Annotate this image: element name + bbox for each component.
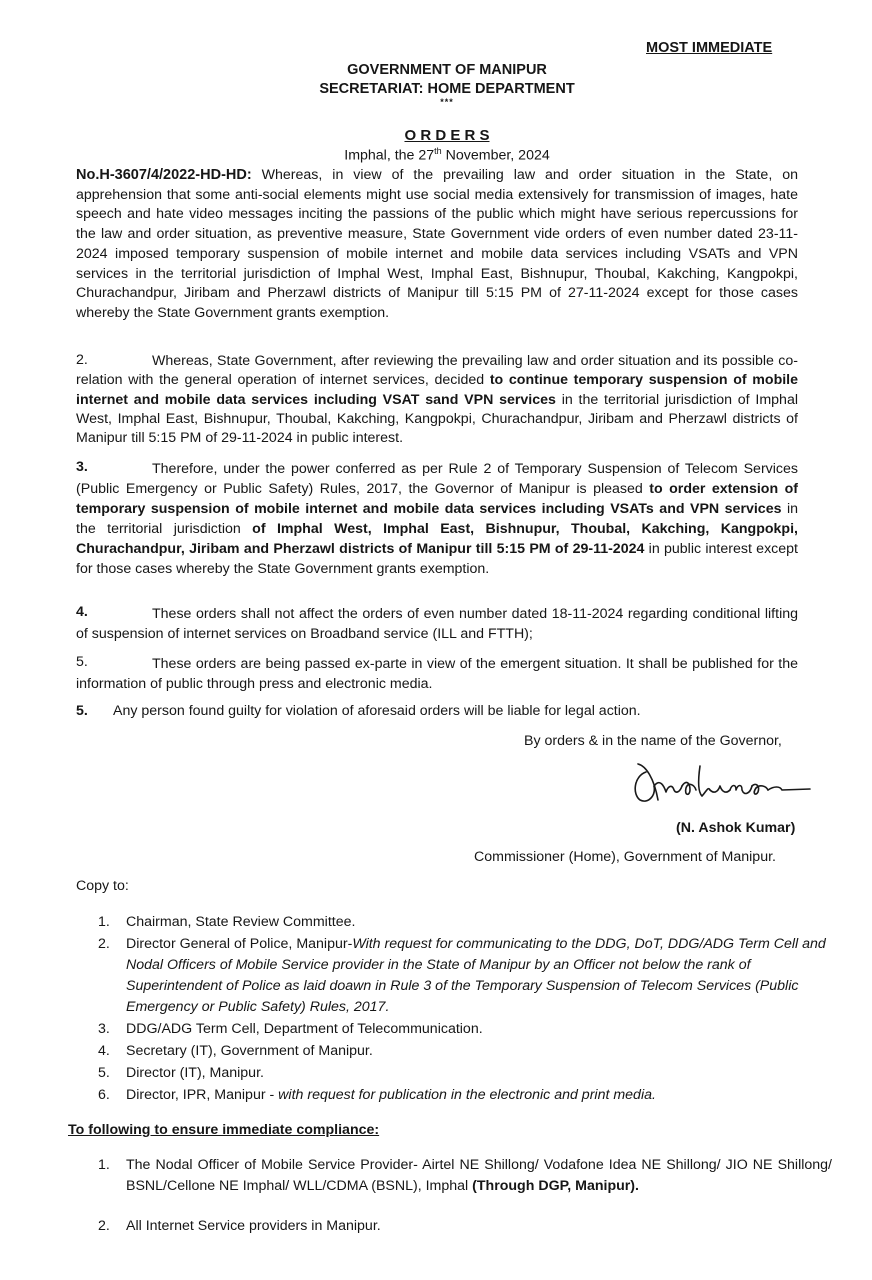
orders-title: O R D E R S (404, 127, 490, 144)
paragraph-3-bold-a: to order extension of temporary suspension of mobile internet and mobile data services including VSATs and VPN services (76, 481, 798, 517)
compliance-item-number: 2. (98, 1218, 110, 1234)
paragraph-1-text: Whereas, in view of the prevailing law and order situation in the State, on apprehension that some anti-social elements might use social media extensively for transmission of images, hate speech and hate video messages inciting the passions of the public which might have serious repercussions for the law and order situation, as preventive measure, State Government vide orders of even number dated 23-11-2024 imposed temporary suspension of mobile internet and mobile data services including VSATs and VPN services in the territorial jurisdiction of Imphal West, Imphal East, Bishnupur, Thoubal, Kakching, Kangpokpi, Churachandpur, Jiribam and Pherzawl districts of Manipur till 5:15 PM of 27-11-2024 except for those cases whereby the State Government grants exemption. (76, 167, 798, 321)
priority-marking: MOST IMMEDIATE (646, 40, 773, 56)
paragraph-6-number: 5. (76, 703, 88, 719)
copy-item-number: 4. (98, 1043, 110, 1059)
place-date-prefix: Imphal, the 27 (344, 147, 435, 164)
paragraph-4-number: 4. (76, 604, 88, 620)
paragraph-5: These orders are being passed ex-parte in view of the emergent situation. It shall be published for the information of public through press and electronic media. (76, 656, 798, 692)
paragraph-3-text-c: in public interest except for those cases whereby the State Government grants exemption. (76, 541, 798, 577)
signature-image (624, 756, 820, 808)
department-heading: SECRETARIAT: HOME DEPARTMENT (319, 81, 575, 97)
copy-item (126, 1085, 826, 1106)
copy-item: Director (IT), Manipur. (126, 1065, 264, 1081)
copy-item-text: Director General of Police, Manipur- (126, 936, 353, 952)
paragraph-2-text-a: Whereas, State Government, after reviewing the prevailing law and order situation and its possible co-relation with the general operation of internet services, decided (76, 353, 798, 389)
paragraph-2-text-b: in the territorial jurisdiction of Imphal West, Imphal East, Bishnupur, Thoubal, Kakching, Kangpokpi, Churachandpur, Jiribam and Pherzawl districts of Manipur till 5:15 PM of 29-11-2024 in public interest. (76, 391, 798, 447)
copy-item-italic: with request for publication in the electronic and print media. (278, 1087, 656, 1103)
paragraph-6: Any person found guilty for violation of aforesaid orders will be liable for legal action. (113, 703, 641, 719)
paragraph-2-bold: to continue temporary suspension of mobile internet and mobile data services including VSAT sand VPN services (76, 372, 799, 408)
compliance-label: To following to ensure immediate compliance: (68, 1122, 380, 1138)
compliance-item (126, 1155, 832, 1197)
copy-item (126, 934, 834, 1018)
paragraph-1 (76, 166, 798, 324)
copy-item: Chairman, State Review Committee. (126, 914, 356, 930)
compliance-item-bold: (Through DGP, Manipur). (472, 1178, 639, 1194)
order-reference: No.H-3607/4/2022-HD-HD: (76, 167, 252, 183)
copy-item: Secretary (IT), Government of Manipur. (126, 1043, 373, 1059)
paragraph-2 (76, 352, 798, 448)
paragraph-3-text-b: in the territorial jurisdiction (76, 501, 799, 537)
place-date-sup: th (434, 146, 442, 156)
paragraph-2-number: 2. (76, 352, 88, 368)
copy-to-label: Copy to: (76, 878, 129, 894)
copy-item-number: 1. (98, 914, 110, 930)
compliance-item-number: 1. (98, 1157, 110, 1173)
copy-item-italic: With request for communicating to the DDG, DoT, DDG/ADG Term Cell and Nodal Officers of Mobile Service provider in the State of Manipur by an Officer not below the rank of Superintendent of Police as laid doawn in Rule 3 of the Temporary Suspension of Telecom Services (Public Emergency or Public Safety) Rules, 2017. (126, 936, 826, 1015)
place-date (0, 146, 872, 164)
paragraph-3 (76, 459, 798, 579)
copy-item-text: Director, IPR, Manipur - (126, 1087, 279, 1103)
paragraph-5-number: 5. (76, 654, 88, 670)
copy-item: DDG/ADG Term Cell, Department of Telecommunication. (126, 1021, 483, 1037)
paragraph-3-text-a: Therefore, under the power conferred as per Rule 2 of Temporary Suspension of Telecom Services (Public Emergency or Public Safety) Rules, 2017, the Governor of Manipur is pleased (76, 461, 798, 497)
signatory-name: (N. Ashok Kumar) (676, 820, 796, 836)
copy-item-number: 3. (98, 1021, 110, 1037)
compliance-item-text: The Nodal Officer of Mobile Service Provider- Airtel NE Shillong/ Vodafone Idea NE Shillong/ JIO NE Shillong/ BSNL/Cellone NE Imphal/ WLL/CDMA (BSNL), Imphal (126, 1157, 832, 1194)
paragraph-4: These orders shall not affect the orders of even number dated 18-11-2024 regarding conditional lifting of suspension of internet services on Broadband service (ILL and FTTH); (76, 606, 798, 642)
compliance-item: All Internet Service providers in Manipur. (126, 1218, 381, 1234)
by-orders-line: By orders & in the name of the Governor, (524, 733, 782, 749)
copy-item-number: 5. (98, 1065, 110, 1081)
government-heading: GOVERNMENT OF MANIPUR (347, 62, 547, 78)
copy-item-number: 6. (98, 1087, 110, 1103)
paragraph-3-bold-b: of Imphal West, Imphal East, Bishnupur, Thoubal, Kakching, Kangpokpi, Churachandpur, Jiribam and Pherzawl districts of Manipur till 5:15 PM of 29-11-2024 (76, 521, 798, 557)
heading-stars: *** (440, 97, 454, 107)
place-date-suffix: November, 2024 (441, 147, 550, 164)
copy-item-number: 2. (98, 936, 110, 952)
signatory-designation: Commissioner (Home), Government of Manipur. (474, 849, 776, 865)
paragraph-3-number: 3. (76, 459, 88, 475)
